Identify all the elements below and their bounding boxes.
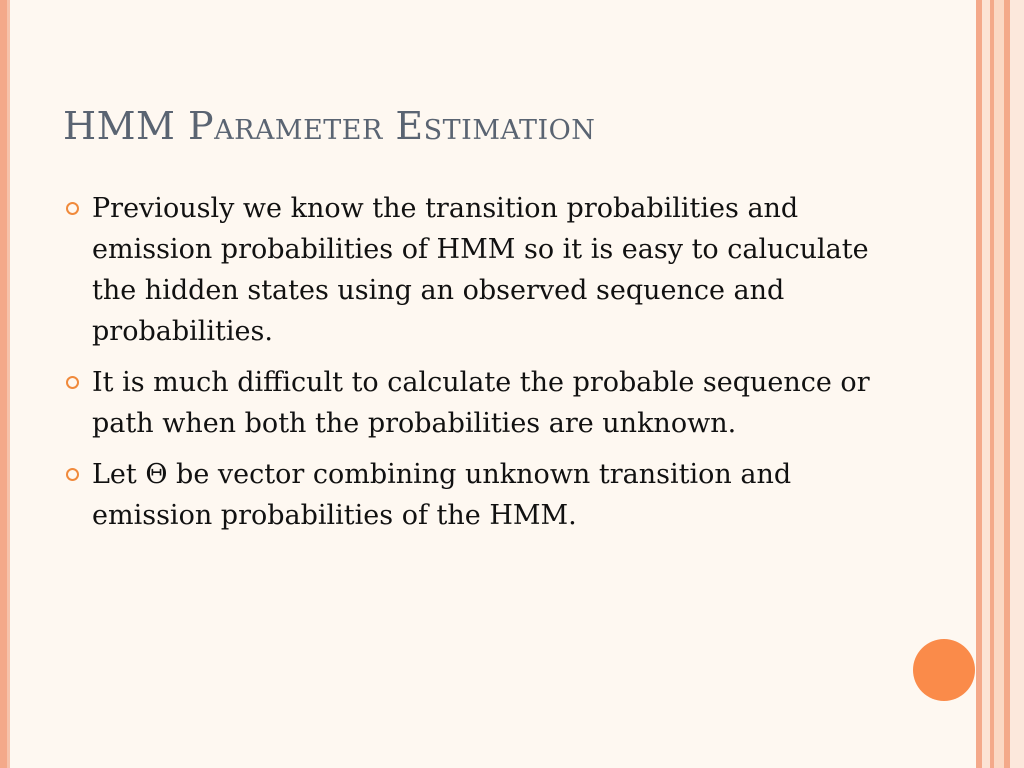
bullet-text: Let Θ be vector combining unknown transition and emission probabilities of the HMM. [92,459,792,531]
bullet-list [66,188,886,546]
bullet-text: It is much difficult to calculate the probable sequence or path when both the probabilities are unknown. [92,367,870,439]
bullet-icon [66,376,79,389]
slide-title: HMM Parameter Estimation [63,104,596,148]
bullet-icon [66,468,79,481]
left-border-decoration [0,0,10,768]
stripe [994,0,1004,768]
bullet-item [66,362,886,444]
right-stripe-decoration [976,0,1024,768]
stripe [1010,0,1024,768]
stripe [982,0,990,768]
bullet-icon [66,202,79,215]
bullet-text: Previously we know the transition probabilities and emission probabilities of HMM so it is easy to caluculate the hidden states using an observed sequence and probabilities. [92,193,869,347]
bullet-item [66,454,886,536]
orange-circle-decoration-icon [913,639,975,701]
bullet-item [66,188,886,352]
